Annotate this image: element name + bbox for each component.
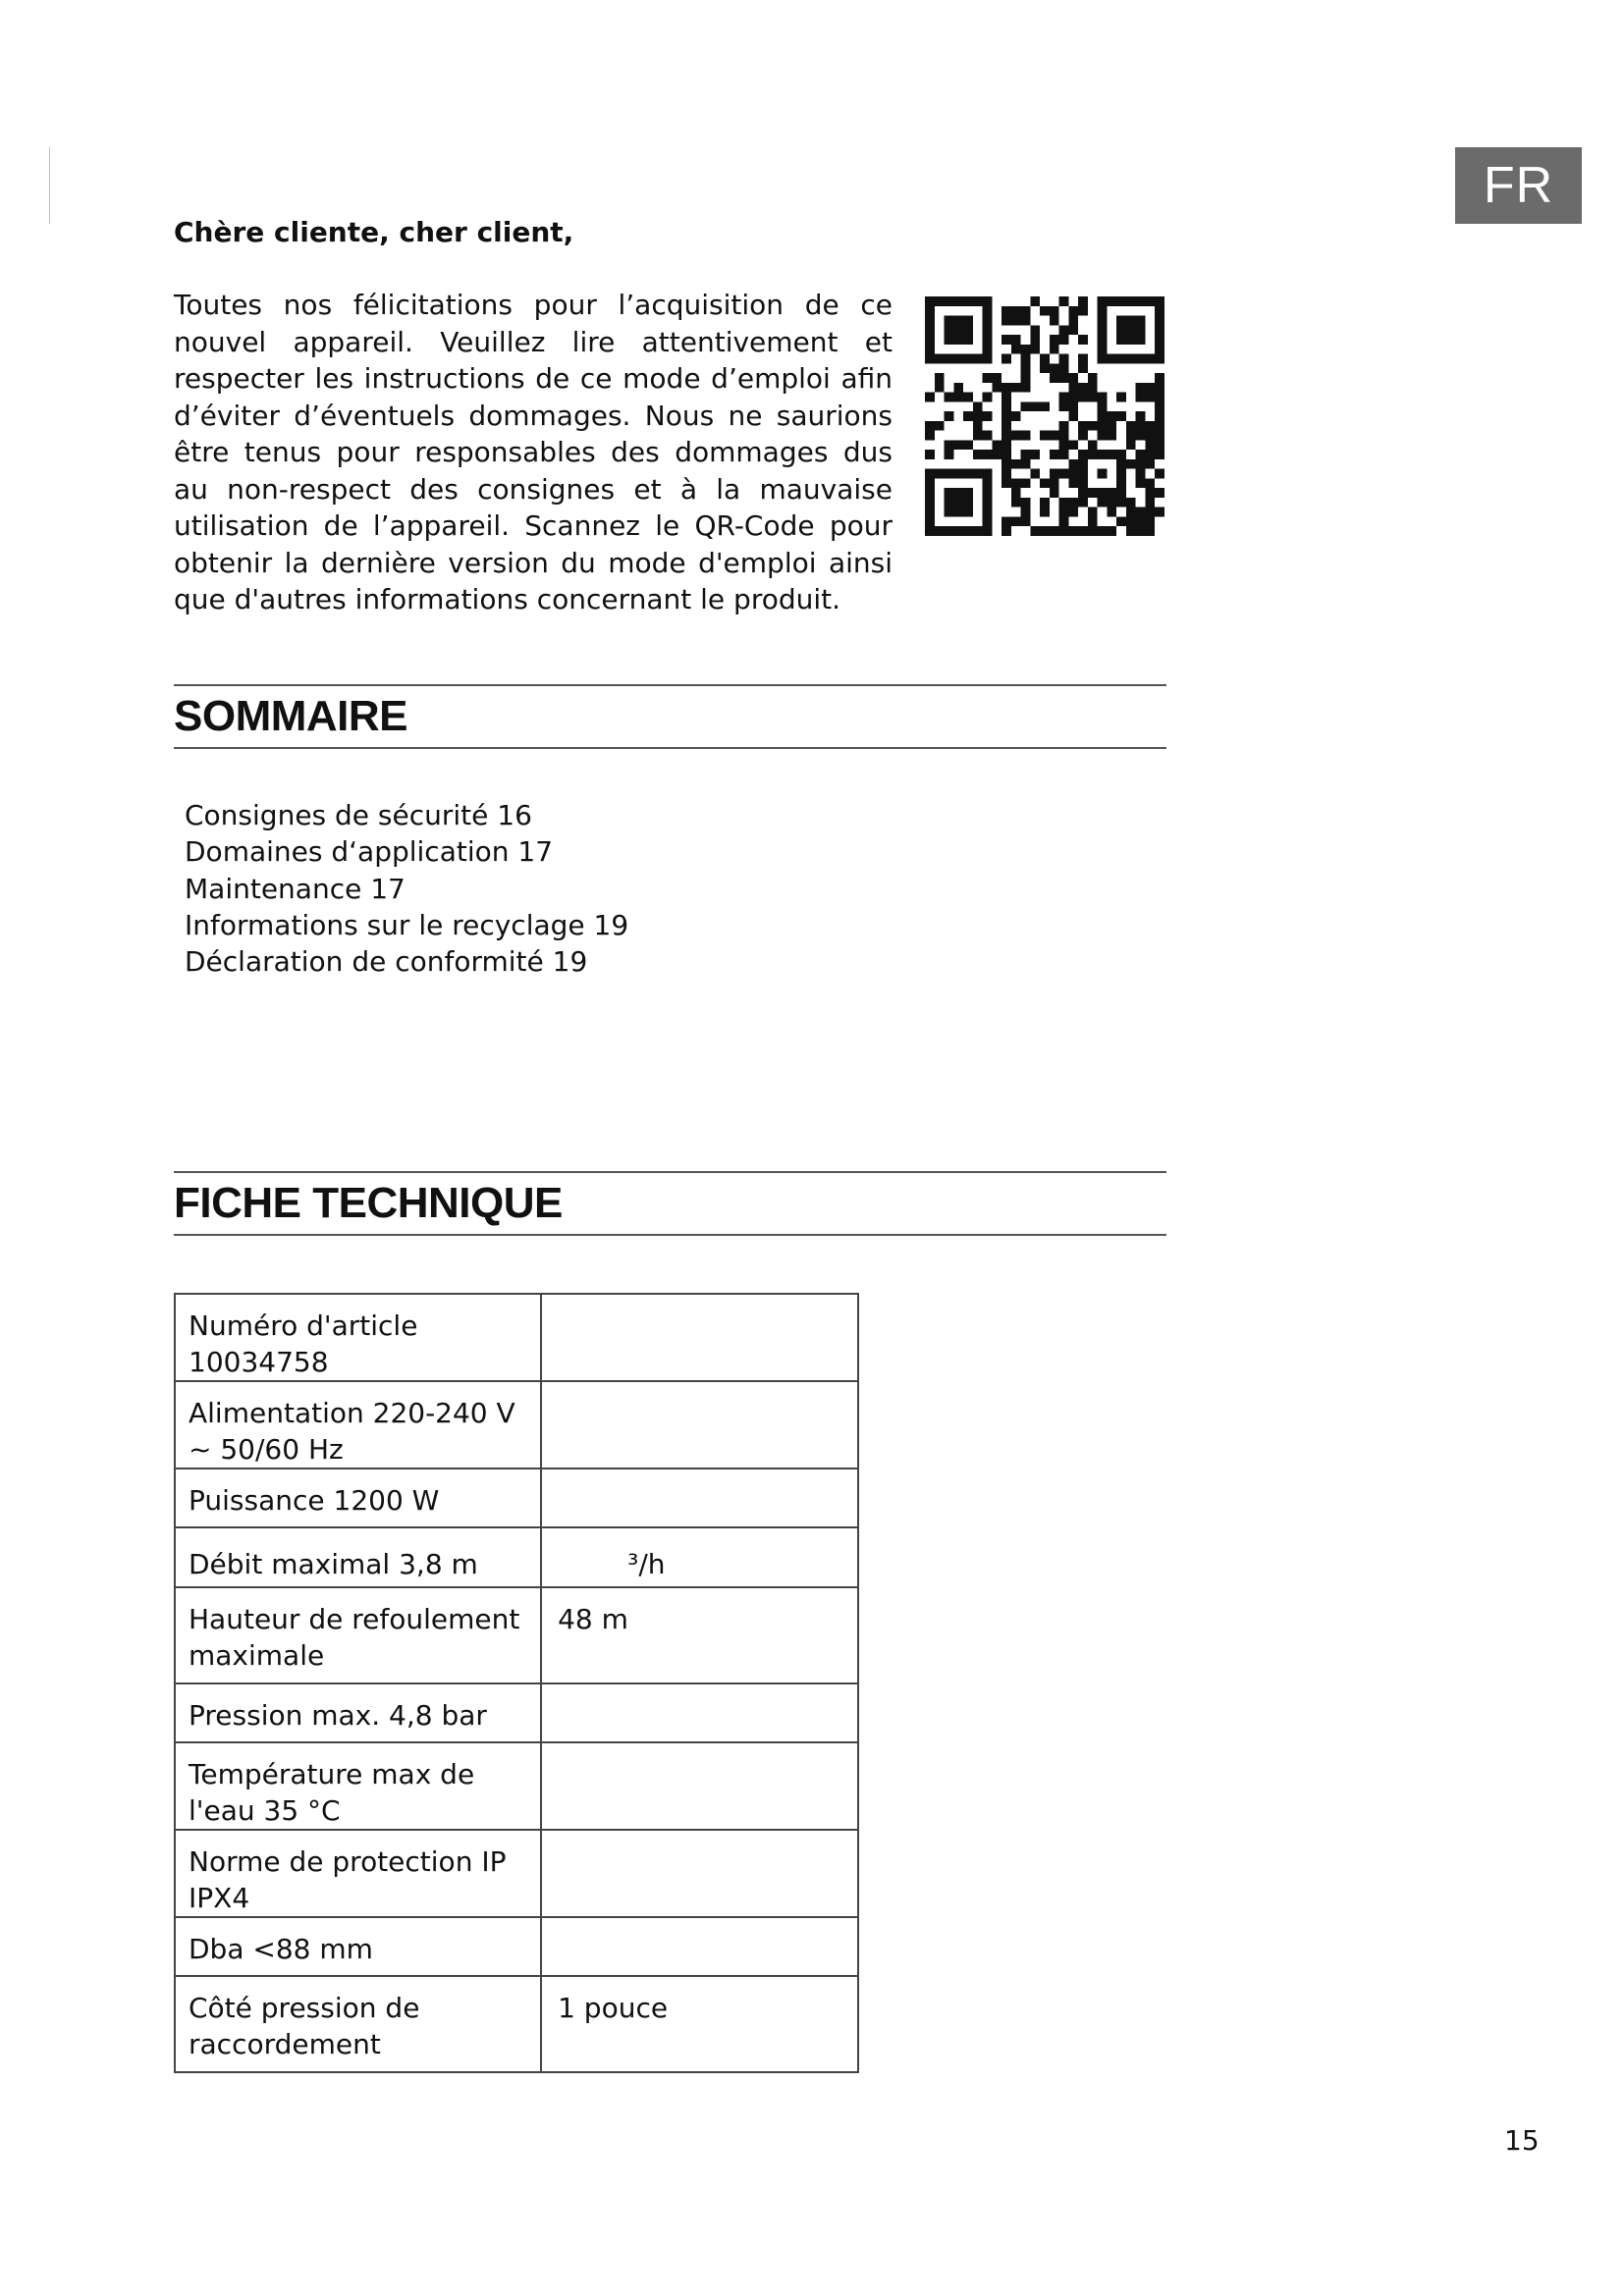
spec-label: Côté pression de raccordement bbox=[175, 1976, 541, 2072]
table-row bbox=[175, 1527, 858, 1587]
spec-label: Débit maximal 3,8 m bbox=[175, 1527, 541, 1587]
spec-value: 48 m bbox=[541, 1587, 858, 1683]
summary-item: Consignes de sécurité 16 bbox=[185, 799, 532, 831]
summary-section-header bbox=[174, 684, 1166, 749]
tech-spec-table bbox=[174, 1293, 859, 2073]
table-row bbox=[175, 1381, 858, 1468]
summary-item: Informations sur le recyclage 19 bbox=[185, 908, 629, 941]
summary-item: Domaines d‘application 17 bbox=[185, 835, 554, 869]
spec-label: Dba <88 mm bbox=[175, 1917, 541, 1976]
table-row bbox=[175, 1294, 858, 1381]
table-row bbox=[175, 1917, 858, 1976]
table-row bbox=[175, 1742, 858, 1830]
page-number: 15 bbox=[1504, 2124, 1540, 2157]
qr-code-icon[interactable] bbox=[925, 296, 1164, 536]
table-row bbox=[175, 1468, 858, 1527]
spec-value bbox=[541, 1468, 858, 1527]
table-row bbox=[175, 1587, 858, 1683]
spec-value bbox=[541, 1683, 858, 1742]
table-row bbox=[175, 1683, 858, 1742]
language-tab: FR bbox=[1455, 147, 1582, 224]
spec-label: Puissance 1200 W bbox=[175, 1468, 541, 1527]
spec-label: Hauteur de refoulement maximale bbox=[175, 1587, 541, 1683]
spec-label: Température max de l'eau 35 °C bbox=[175, 1742, 541, 1830]
spec-value bbox=[541, 1381, 858, 1468]
summary-item: Maintenance 17 bbox=[185, 872, 406, 905]
tech-sheet-title: FICHE TECHNIQUE bbox=[174, 1179, 563, 1227]
spec-label: Alimentation 220-240 V ~ 50/60 Hz bbox=[175, 1381, 541, 1468]
margin-rule bbox=[49, 147, 50, 224]
summary-item: Déclaration de conformité 19 bbox=[185, 945, 588, 979]
tech-sheet-section-header bbox=[174, 1171, 1166, 1236]
spec-label: Numéro d'article 10034758 bbox=[175, 1294, 541, 1381]
table-row bbox=[175, 1976, 858, 2072]
table-row bbox=[175, 1830, 858, 1917]
summary-list bbox=[185, 797, 628, 980]
greeting: Chère cliente, cher client, bbox=[174, 216, 574, 248]
summary-title: SOMMAIRE bbox=[174, 692, 407, 740]
intro-paragraph: Toutes nos félicitations pour l’acquisition de ce nouvel appareil. Veuillez lire attentivement et respecter les instructions de ce mode d’emploi afin d’éviter d’éventuels dommages. Nous ne saurions être tenus pour responsables des dommages dus au non-respect des consignes et à la mauvaise utilisation de l’appareil. Scannez le QR-Code pour obtenir la dernière version du mode d'emploi ainsi que d'autres informations concernant le produit. bbox=[174, 289, 893, 615]
spec-label: Norme de protection IP IPX4 bbox=[175, 1830, 541, 1917]
spec-value bbox=[541, 1917, 858, 1976]
spec-value bbox=[541, 1830, 858, 1917]
spec-value bbox=[541, 1294, 858, 1381]
spec-value bbox=[541, 1742, 858, 1830]
spec-value: 1 pouce bbox=[541, 1976, 858, 2072]
spec-label: Pression max. 4,8 bar bbox=[175, 1683, 541, 1742]
spec-value: ³/h bbox=[541, 1527, 858, 1587]
